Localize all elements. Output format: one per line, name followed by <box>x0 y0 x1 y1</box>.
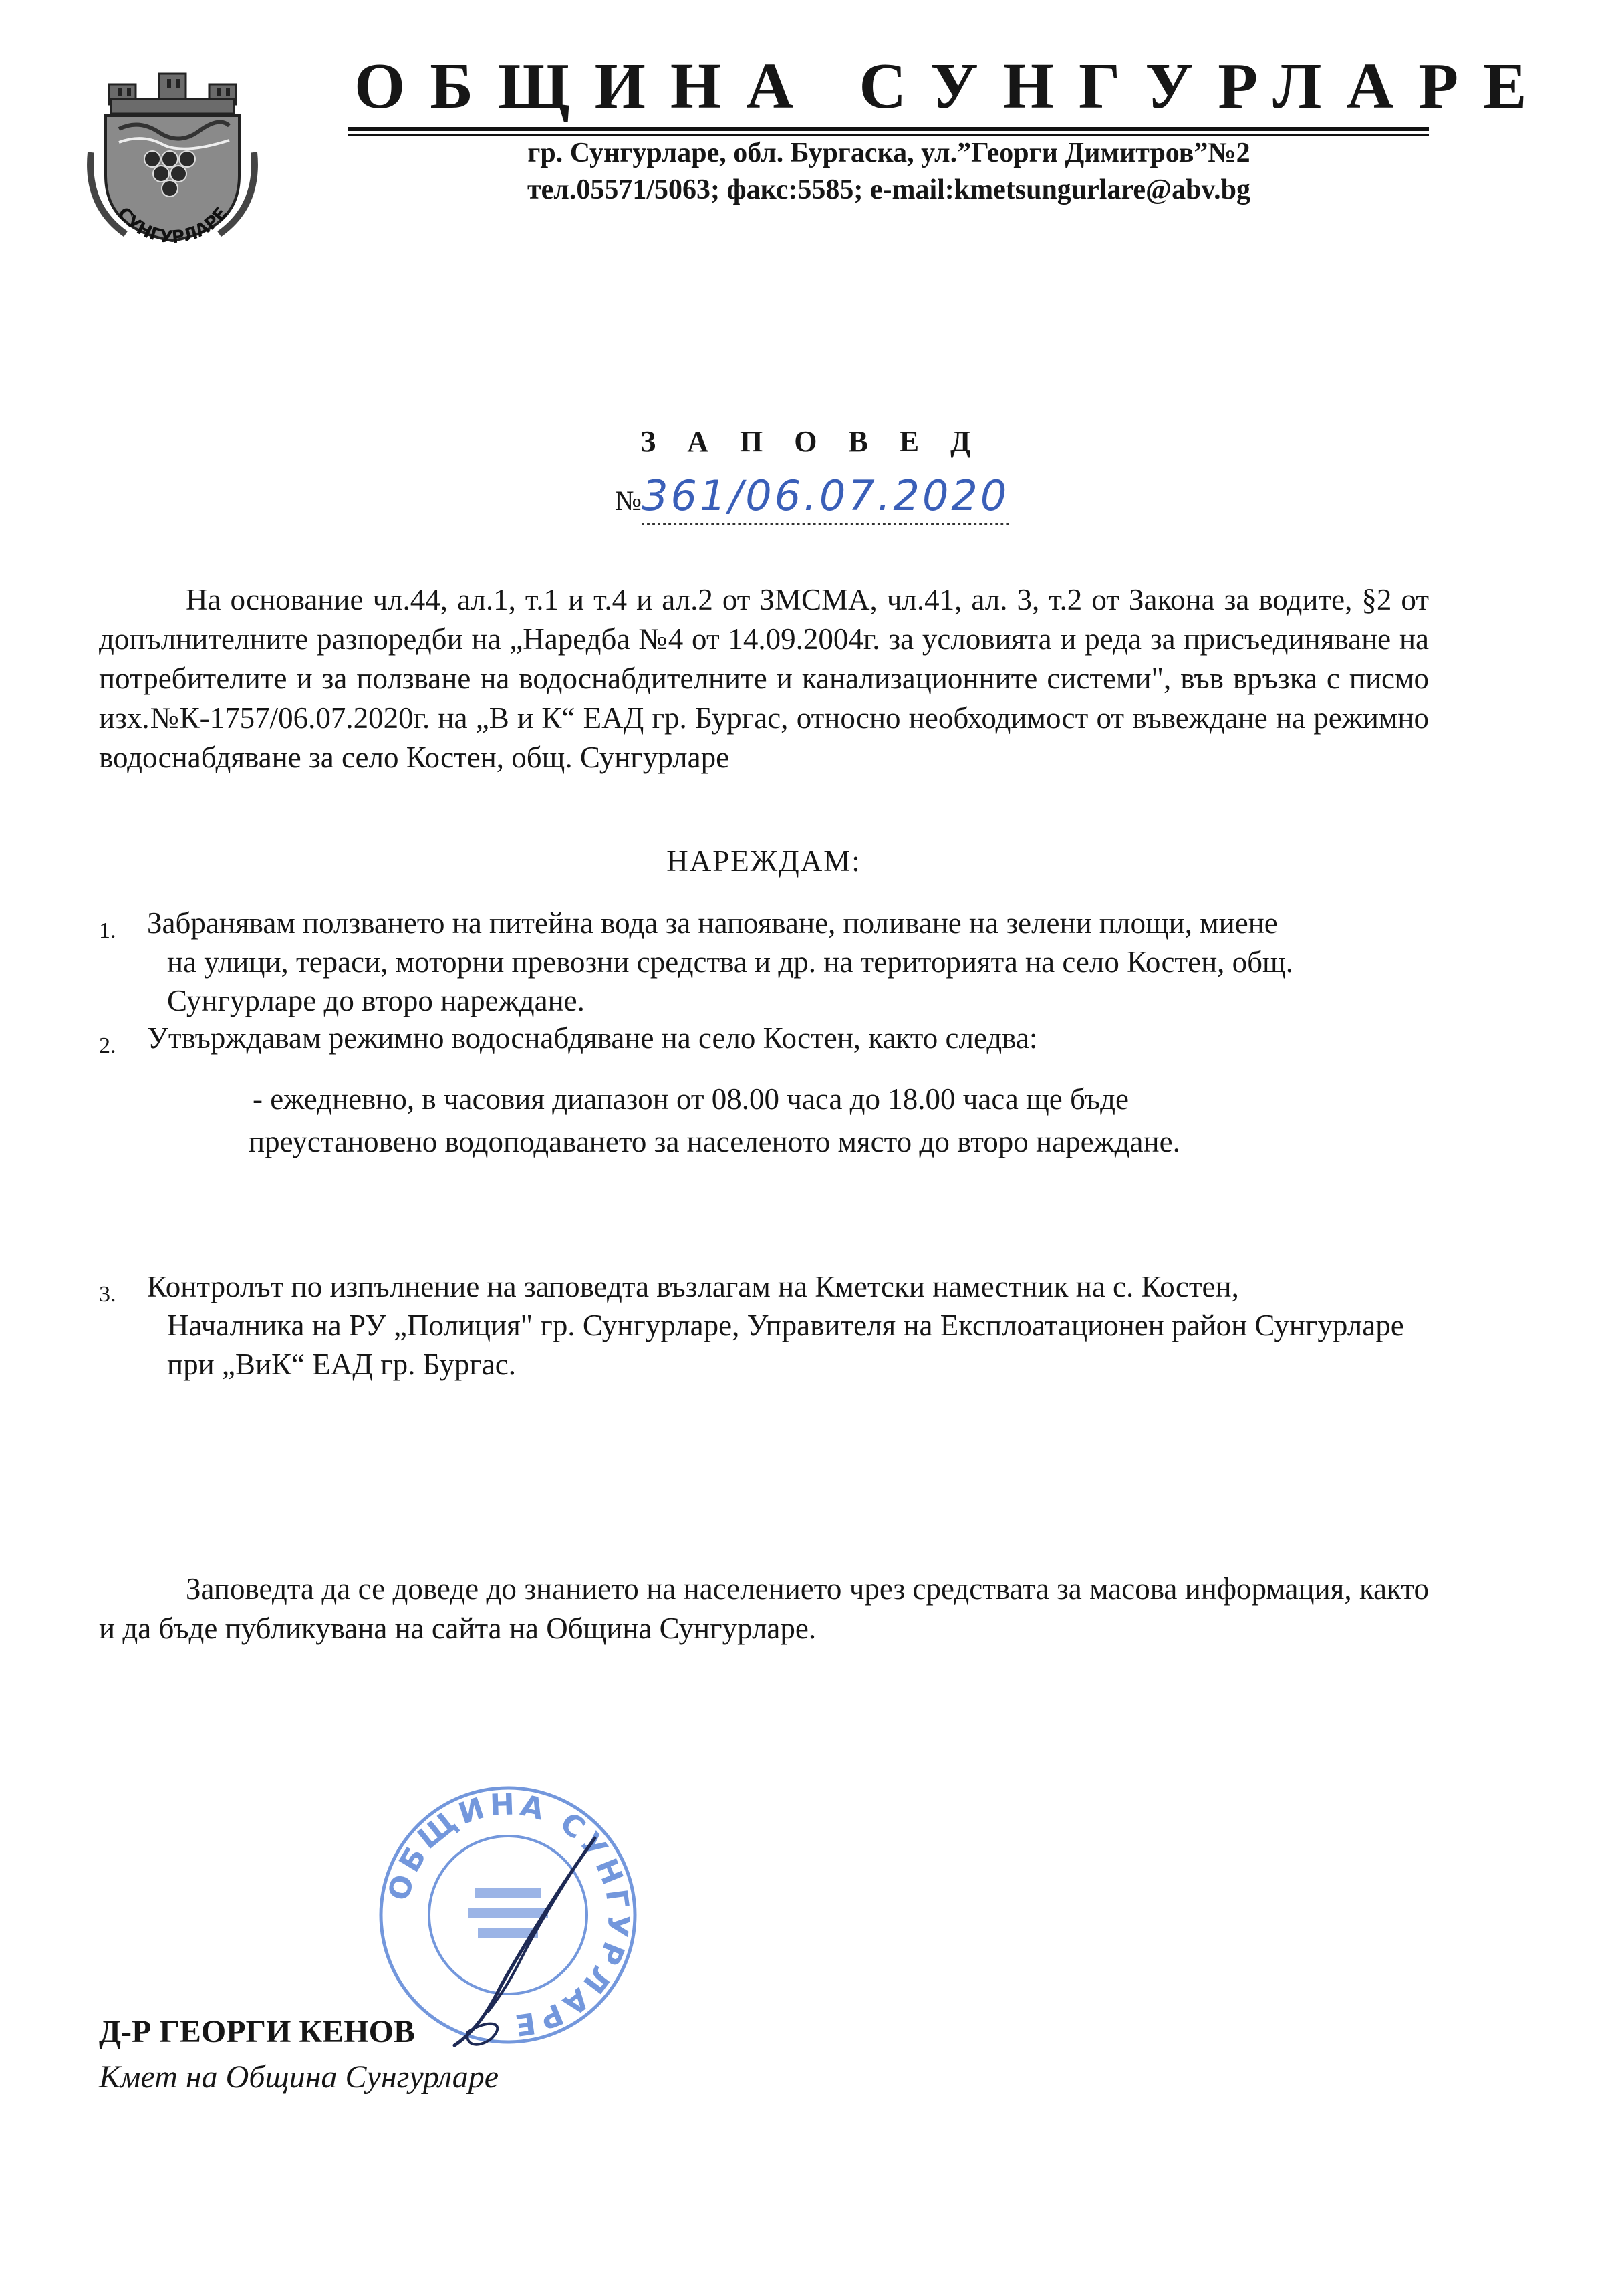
crest-text: СУНГУРЛАРЕ <box>113 203 232 246</box>
item-text: Утвърждавам режимно водоснабдяване на село Костен, както следва: <box>147 1021 1038 1055</box>
schedule-line: - ежедневно, в часовия диапазон от 08.00 часа до 18.00 часа ще бъде <box>253 1082 1129 1116</box>
organization-contacts: тел.05571/5063; факс:5585; e-mail:kmetsungurlare@abv.bg <box>527 174 1250 205</box>
decree-heading: НАРЕЖДАМ: <box>666 844 861 878</box>
item-number: 1. <box>99 918 116 943</box>
signatory-title: Кмет на Община Сунгурларе <box>99 2059 499 2095</box>
decree-item <box>99 904 1442 1020</box>
order-number-prefix: № <box>615 486 642 517</box>
decree-item <box>99 1267 1442 1384</box>
municipal-crest-icon <box>79 59 266 246</box>
item-text: Контролът по изпълнение на заповедта възлагам на Кметски наместник на с. Костен, <box>147 1270 1239 1303</box>
document-title: З А П О В Е Д <box>640 425 983 458</box>
stamp-text: ОБЩИНА СУНГУРЛАРЕ <box>382 1787 636 2043</box>
handwritten-signature-icon <box>428 1831 601 2052</box>
decree-item <box>99 1019 1442 1057</box>
closing-paragraph <box>99 1569 1429 1648</box>
preamble-paragraph <box>99 580 1429 777</box>
header-divider-thin <box>348 134 1429 136</box>
water-schedule <box>249 1077 1389 1163</box>
order-number-row <box>615 471 1009 525</box>
signatory-name: Д-Р ГЕОРГИ КЕНОВ <box>99 2014 415 2049</box>
item-number: 2. <box>99 1033 116 1058</box>
item-text-continuation: на улици, тераси, моторни превозни средства и др. на територията на село Костен, общ. Сунгурларе до второ нареждане. <box>167 945 1293 1017</box>
organization-name: ОБЩИНА СУНГУРЛАРЕ <box>354 50 1552 122</box>
closing-text: Заповедта да се доведе до знанието на населението чрез средствата за масова информация, както и да бъде публикувана на сайта на Община Сунгурларе. <box>99 1572 1429 1645</box>
organization-address: гр. Сунгурларе, обл. Бургаска, ул.”Георги Димитров”№2 <box>527 138 1250 168</box>
order-number-handwritten: 361/06.07.2020 <box>642 471 1009 525</box>
item-number: 3. <box>99 1282 116 1307</box>
item-text-continuation: Началника на РУ „Полиция" гр. Сунгурларе, Управителя на Експлоатационен район Сунгурларе при „ВиК“ ЕАД гр. Бургас. <box>167 1309 1404 1381</box>
item-text: Забранявам ползването на питейна вода за напояване, поливане на зелени площи, миене <box>147 906 1278 940</box>
header-divider <box>348 127 1429 131</box>
preamble-text: На основание чл.44, ал.1, т.1 и т.4 и ал.2 от ЗМСМА, чл.41, ал. 3, т.2 от Закона за водите, §2 от допълнителните разпоредби на „Наредба №4 от 14.09.2004г. за условията и реда за присъединяване на потребителите и за ползване на водоснабдителните и канализационните системи", във връзка с писмо изх.№К-1757/06.07.2020г. на „В и К“ ЕАД гр. Бургас, относно необходимост от въвеждане на режимно водоснабдяване за село Костен, общ. Сунгурларе <box>99 583 1429 774</box>
schedule-line: преустановено водоподаването за населеното място до второ нареждане. <box>249 1125 1180 1158</box>
